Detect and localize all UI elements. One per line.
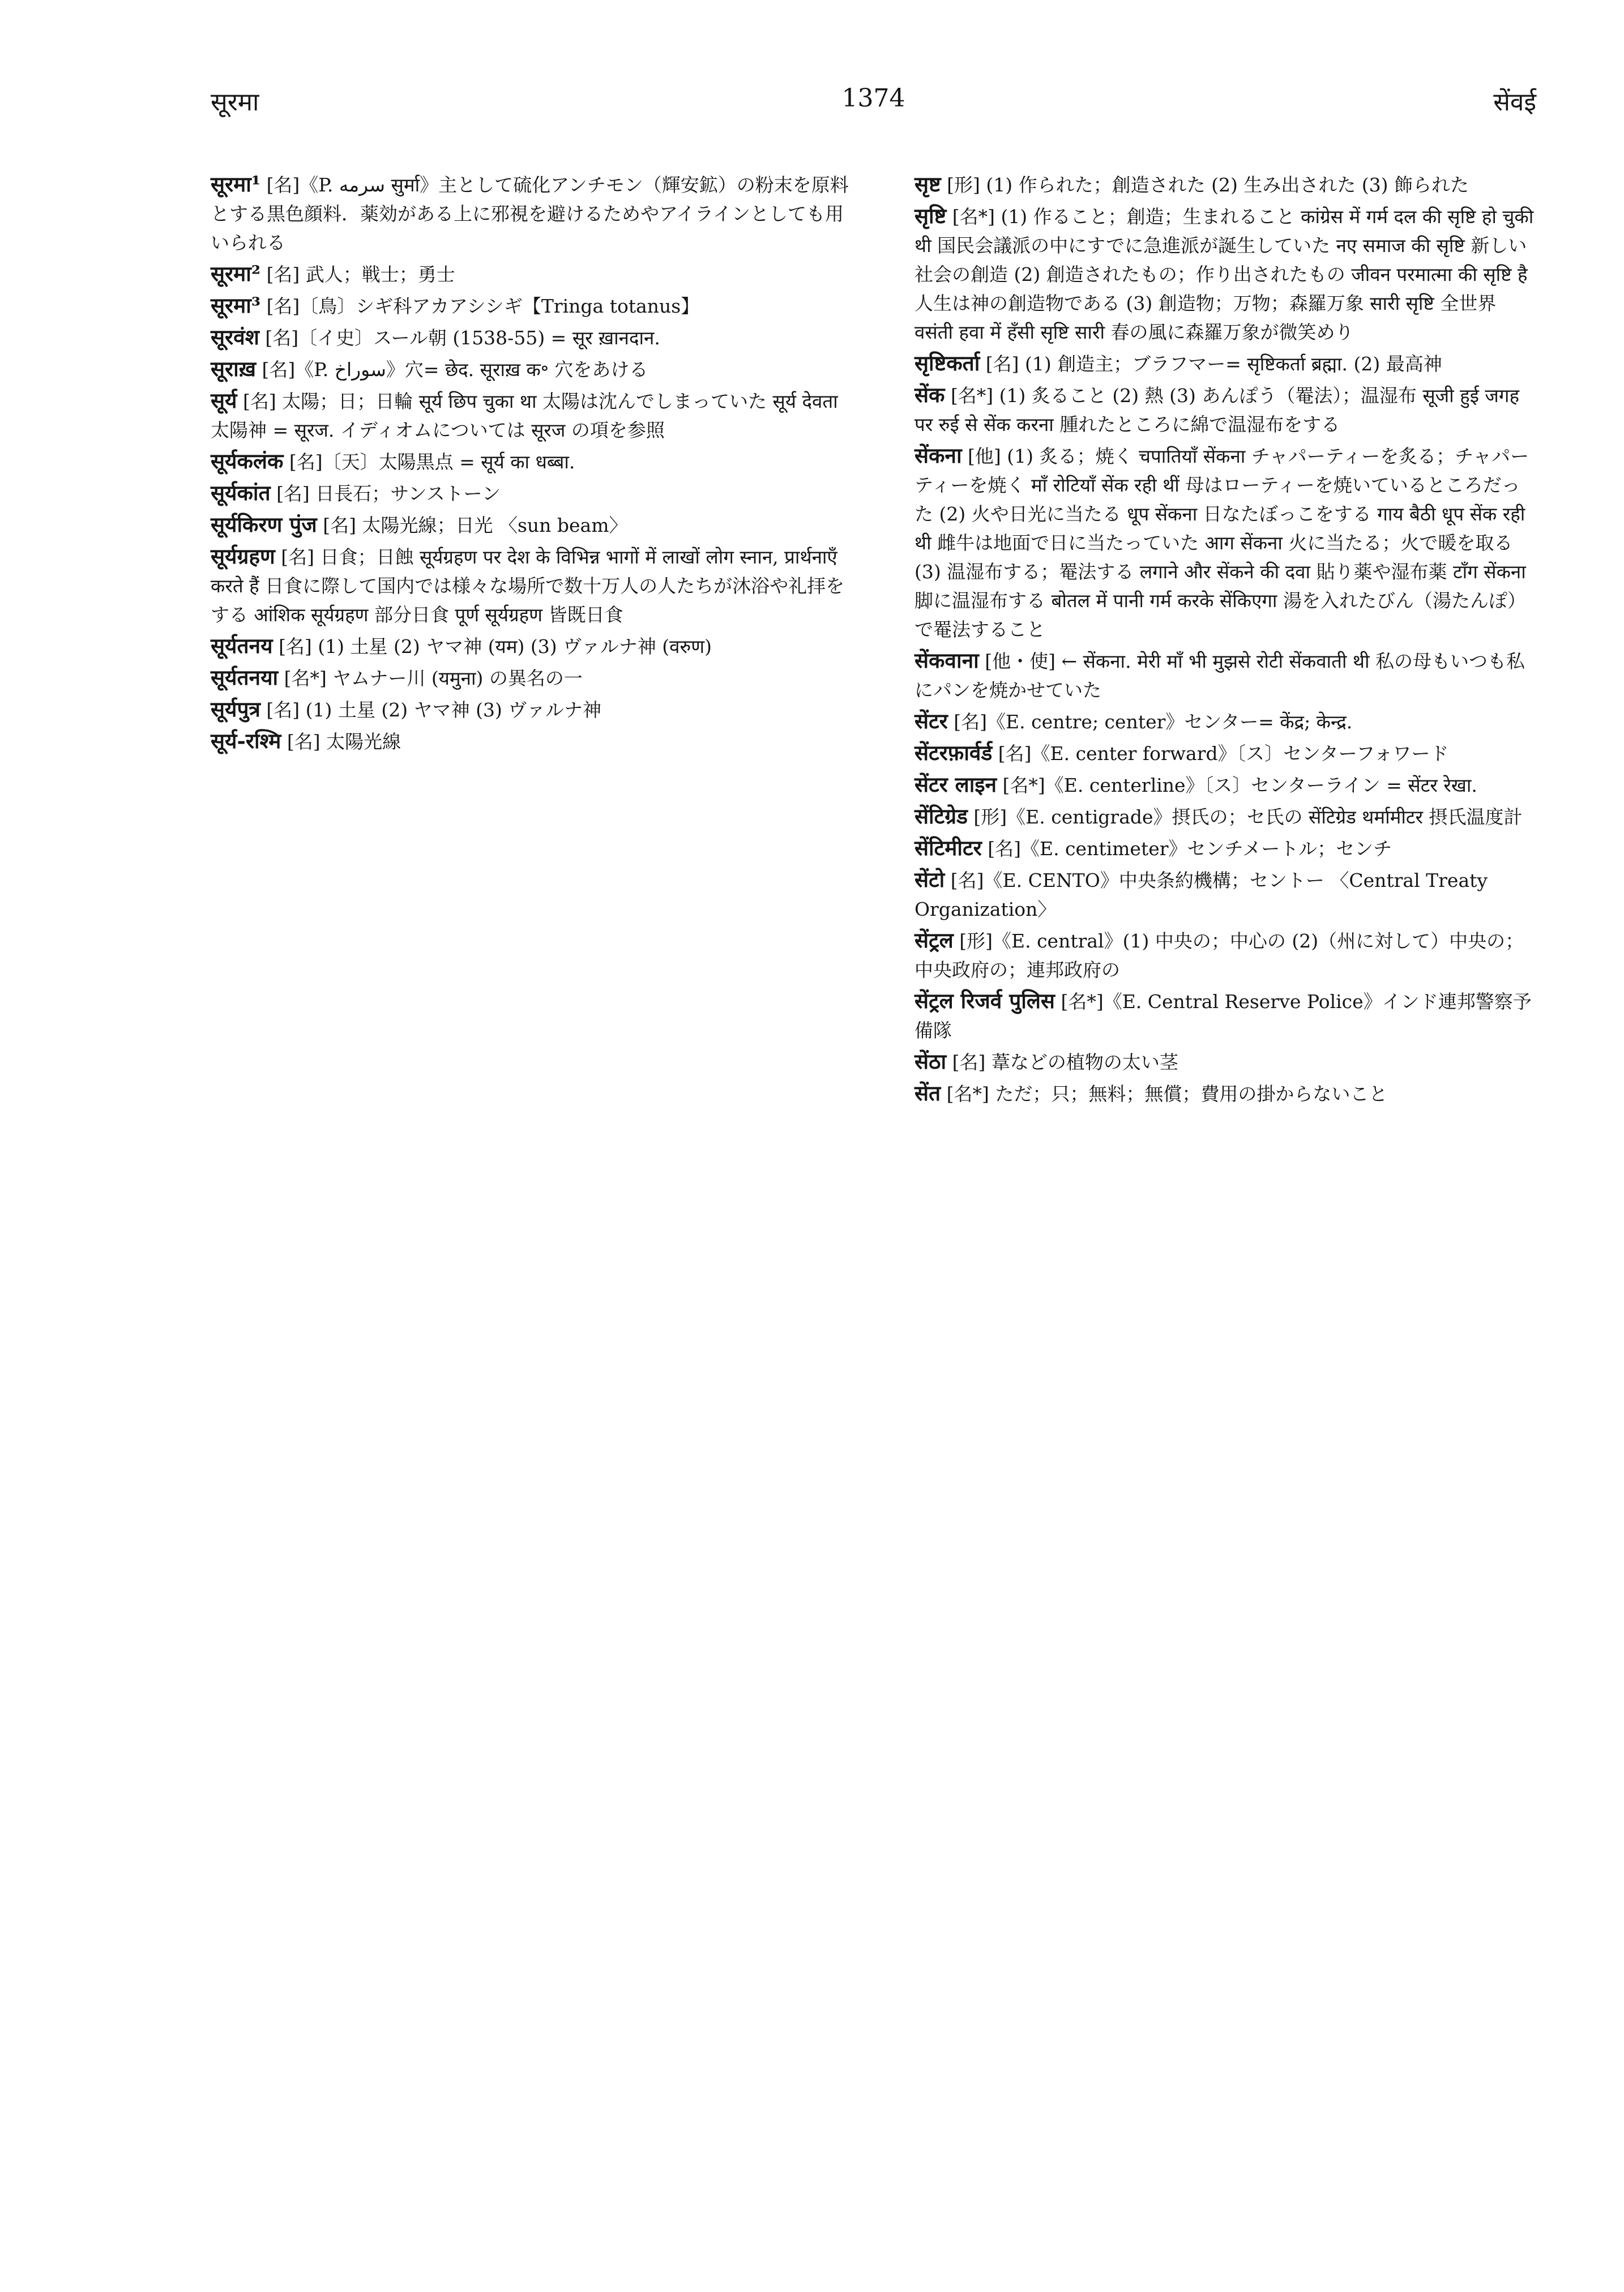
entry-definition: [名] 日長石；サンストーン — [276, 483, 501, 505]
entry-headword: सेंठा — [914, 1049, 947, 1074]
dictionary-entry — [914, 739, 1537, 768]
entry-definition: [名*] ヤムナー川 (यमुना) の異名の一 — [284, 667, 583, 689]
entry-headword: सेंट्रल रिजर्व पुलिस — [914, 988, 1055, 1013]
entry-definition: [名*] (1) 炙ること (2) 熱 (3) あんぽう（罨法）；温湿布 सूजी हुई जगह पर रुई से सेंक करना 腫れたところに綿で温湿布をする — [914, 385, 1519, 436]
dictionary-entry — [211, 386, 862, 445]
entry-headword: सूर्य — [211, 388, 237, 413]
entry-definition: [名*]《E. Central Reserve Police》インド連邦警察予備隊 — [914, 991, 1532, 1042]
right-column — [914, 170, 1537, 1111]
entry-definition: [名]〔天〕太陽黒点 = सूर्य का धब्बा. — [289, 451, 575, 473]
page-number: 1374 — [841, 84, 905, 113]
dictionary-entry — [211, 631, 862, 661]
dictionary-entry — [211, 291, 862, 321]
entry-headword: सेंत — [914, 1081, 941, 1106]
entry-definition: [名]《P. سوراخ》穴= छेद. सूराख़ क॰ 穴をあける — [262, 358, 648, 381]
entry-headword: सूर्यकांत — [211, 480, 271, 505]
dictionary-entry — [914, 770, 1537, 800]
dictionary-entry — [914, 987, 1537, 1045]
entry-headword: सूरवंश — [211, 325, 259, 349]
entry-headword: सूर्यकलंक — [211, 449, 284, 473]
dictionary-entry — [211, 510, 862, 540]
entry-definition: [形] (1) 作られた；創造された (2) 生み出された (3) 飾られた — [947, 174, 1469, 196]
entry-headword: सेंट्रल — [914, 928, 954, 953]
dictionary-entry — [914, 646, 1537, 705]
entry-headword: सूरमा¹ — [211, 172, 261, 197]
entry-headword: सूर्यपुत्र — [211, 697, 260, 722]
entry-headword: सूरमा² — [211, 261, 261, 286]
entry-definition: [名*] ただ；只；無料；無償；費用の掛からないこと — [946, 1083, 1388, 1105]
entry-definition: [他・使] ← सेंकना. मेरी माँ भी मुझसे रोटी सेंकवाती थी 私の母もいつも私にパンを焼かせていた — [914, 650, 1525, 701]
entry-definition: [名]〔イ史〕スール朝 (1538-55) = सूर ख़ानदान. — [265, 327, 660, 349]
dictionary-entry — [914, 865, 1537, 924]
entry-definition: [名*] (1) 作ること；創造；生まれること कांग्रेस में गर्म दल की सृष्टि हो चुकी थी 国民会議派の中にすでに急進派が誕生していた नए समाज की सृष्टि 新しい社会の創造 (2) 創造されたもの；作り出されたもの जीवन परमात्मा की सृष्टि है 人生は神の創造物である (3) 創造物；万物；森羅万象 सारी सृष्टि 全世界 वसंती हवा में हँसी सृष्टि सारी 春の風に森羅万象が微笑めり — [914, 206, 1534, 343]
dictionary-entry — [211, 170, 862, 257]
entry-definition: [名]《E. CENTO》中央条約機構；セントー 〈Central Treaty Organization〉 — [914, 869, 1488, 920]
entry-definition: [名]〔鳥〕シギ科アカアシシギ【Tringa totanus】 — [266, 295, 700, 317]
entry-headword: सूर्यकिरण पुंज — [211, 512, 317, 537]
entry-headword: सेंकवाना — [914, 648, 979, 673]
entry-headword: सेंटरफ़ार्वर्ड — [914, 740, 993, 765]
entry-definition: [名] 日食；日蝕 सूर्यग्रहण पर देश के विभिन्न भागों में लाखों लोग स्नान, प्रार्थनाएँ करते हैं 日食に際して国内では様々な場所で数十万人の人たちが沐浴や礼拝をする आंशिक सूर्यग्रहण 部分日食 पूर्ण सूर्यग्रहण 皆既日食 — [211, 546, 845, 626]
dictionary-entry — [211, 447, 862, 476]
entry-definition: [形]《E. centigrade》摂氏の；セ氏の सेंटिग्रेड थर्मामीटर 摂氏温度計 — [973, 806, 1523, 828]
dictionary-entry — [914, 202, 1537, 347]
dictionary-entry — [914, 1047, 1537, 1077]
dictionary-entry — [211, 727, 862, 756]
entry-headword: सूर्य-रश्मि — [211, 728, 281, 753]
entry-headword: सृष्ट — [914, 172, 941, 197]
running-head-last: सेंवई — [1493, 88, 1536, 117]
entry-definition: [名] 葦などの植物の太い茎 — [952, 1051, 1178, 1073]
dictionary-entry — [211, 479, 862, 508]
entry-headword: सेंटर लाइन — [914, 772, 997, 797]
entry-definition: [名] 太陽光線；日光 〈sun beam〉 — [323, 514, 628, 536]
entry-headword: सेंकना — [914, 443, 962, 468]
entry-headword: सेंटिग्रेड — [914, 804, 968, 829]
entry-headword: सूर्यग्रहण — [211, 544, 275, 569]
dictionary-entry — [914, 926, 1537, 984]
entry-definition: [名] (1) 土星 (2) ヤマ神 (3) ヴァルナ神 — [266, 699, 602, 721]
entry-definition: [名]《E. center forward》〔ス〕センターフォワード — [998, 742, 1449, 765]
entry-definition: [名] 武人；戦士；勇士 — [266, 263, 455, 285]
dictionary-entry — [211, 259, 862, 289]
dictionary-entry — [914, 707, 1537, 736]
entry-headword: सेंटर — [914, 708, 948, 733]
dictionary-entry — [914, 802, 1537, 831]
dictionary-entry — [914, 349, 1537, 378]
entry-definition: [名]《E. centimeter》センチメートル；センチ — [988, 838, 1392, 860]
dictionary-entry — [914, 1079, 1537, 1108]
dictionary-entry — [914, 381, 1537, 439]
entry-headword: सूराख़ — [211, 356, 256, 381]
dictionary-entry — [211, 542, 862, 629]
dictionary-entry — [211, 695, 862, 724]
entry-definition: [名*]《E. centerline》〔ス〕センターライン = सेंटर रेखा. — [1002, 774, 1477, 796]
entry-definition: [名] (1) 創造主；ブラフマー= सृष्टिकर्ता ब्रह्मा. (2) 最高神 — [985, 353, 1442, 375]
entry-headword: सूरमा³ — [211, 293, 261, 318]
entry-definition: [名]《E. centre; center》センター= केंद्र; केन्द्र. — [954, 711, 1353, 733]
dictionary-entry — [914, 441, 1537, 644]
dictionary-entry — [211, 663, 862, 693]
entry-headword: सूर्यतनय — [211, 633, 273, 658]
entry-headword: सूर्यतनया — [211, 665, 279, 690]
entry-headword: सेंक — [914, 382, 945, 407]
entry-definition: [名]《P. سرمه सुर्मा》主として硫化アンチモン（輝安鉱）の粉末を原料とする黒色顔料．薬効がある上に邪視を避けるためやアイラインとしても用いられる — [211, 174, 849, 254]
entry-definition: [名] 太陽光線 — [287, 731, 401, 753]
entry-definition: [形]《E. central》(1) 中央の；中心の (2)（州に対して）中央の；中央政府の；連邦政府の — [914, 930, 1524, 981]
dictionary-entry — [914, 170, 1537, 199]
entry-headword: सेंटो — [914, 867, 945, 892]
entry-definition: [名] (1) 土星 (2) ヤマ神 (यम) (3) ヴァルナ神 (वरुण) — [279, 635, 712, 658]
dictionary-entry — [211, 323, 862, 352]
dictionary-entry — [914, 834, 1537, 863]
entry-headword: सेंटिमीटर — [914, 835, 982, 860]
entry-definition: [他] (1) 炙る；焼く चपातियाँ सेंकना チャパーティーを炙る；チャパーティーを焼く माँ रोटियाँ सेंक रही थीं 母はローティーを焼いているところだった (2) 火や日光に当たる धूप सेंकना 日なたぼっこをする गाय बैठी धूप सेंक रही थी 雌牛は地面で日に当たっていた आग सेंकना 火に当たる；火で暖を取る (3) 温湿布する；罨法する लगाने और सेंकने की दवा 貼り薬や湿布薬 टाँग सेंकना 脚に温湿布する बोतल में पानी गर्म करके सेंकिएगा 湯を入れたびん（湯たんぽ）で罨法すること — [914, 445, 1529, 641]
entry-headword: सृष्टिकर्ता — [914, 351, 980, 375]
entry-definition: [名] 太陽；日；日輪 सूर्य छिप चुका था 太陽は沈んでしまっていた सूर्य देवता 太陽神 = सूरज. イディオムについては सूरज の項を参照 — [211, 390, 838, 441]
running-head-first: सूरमा — [211, 88, 259, 117]
page-header — [211, 84, 1536, 127]
entry-headword: सृष्टि — [914, 203, 947, 228]
dictionary-entry — [211, 355, 862, 384]
left-column — [211, 170, 862, 758]
